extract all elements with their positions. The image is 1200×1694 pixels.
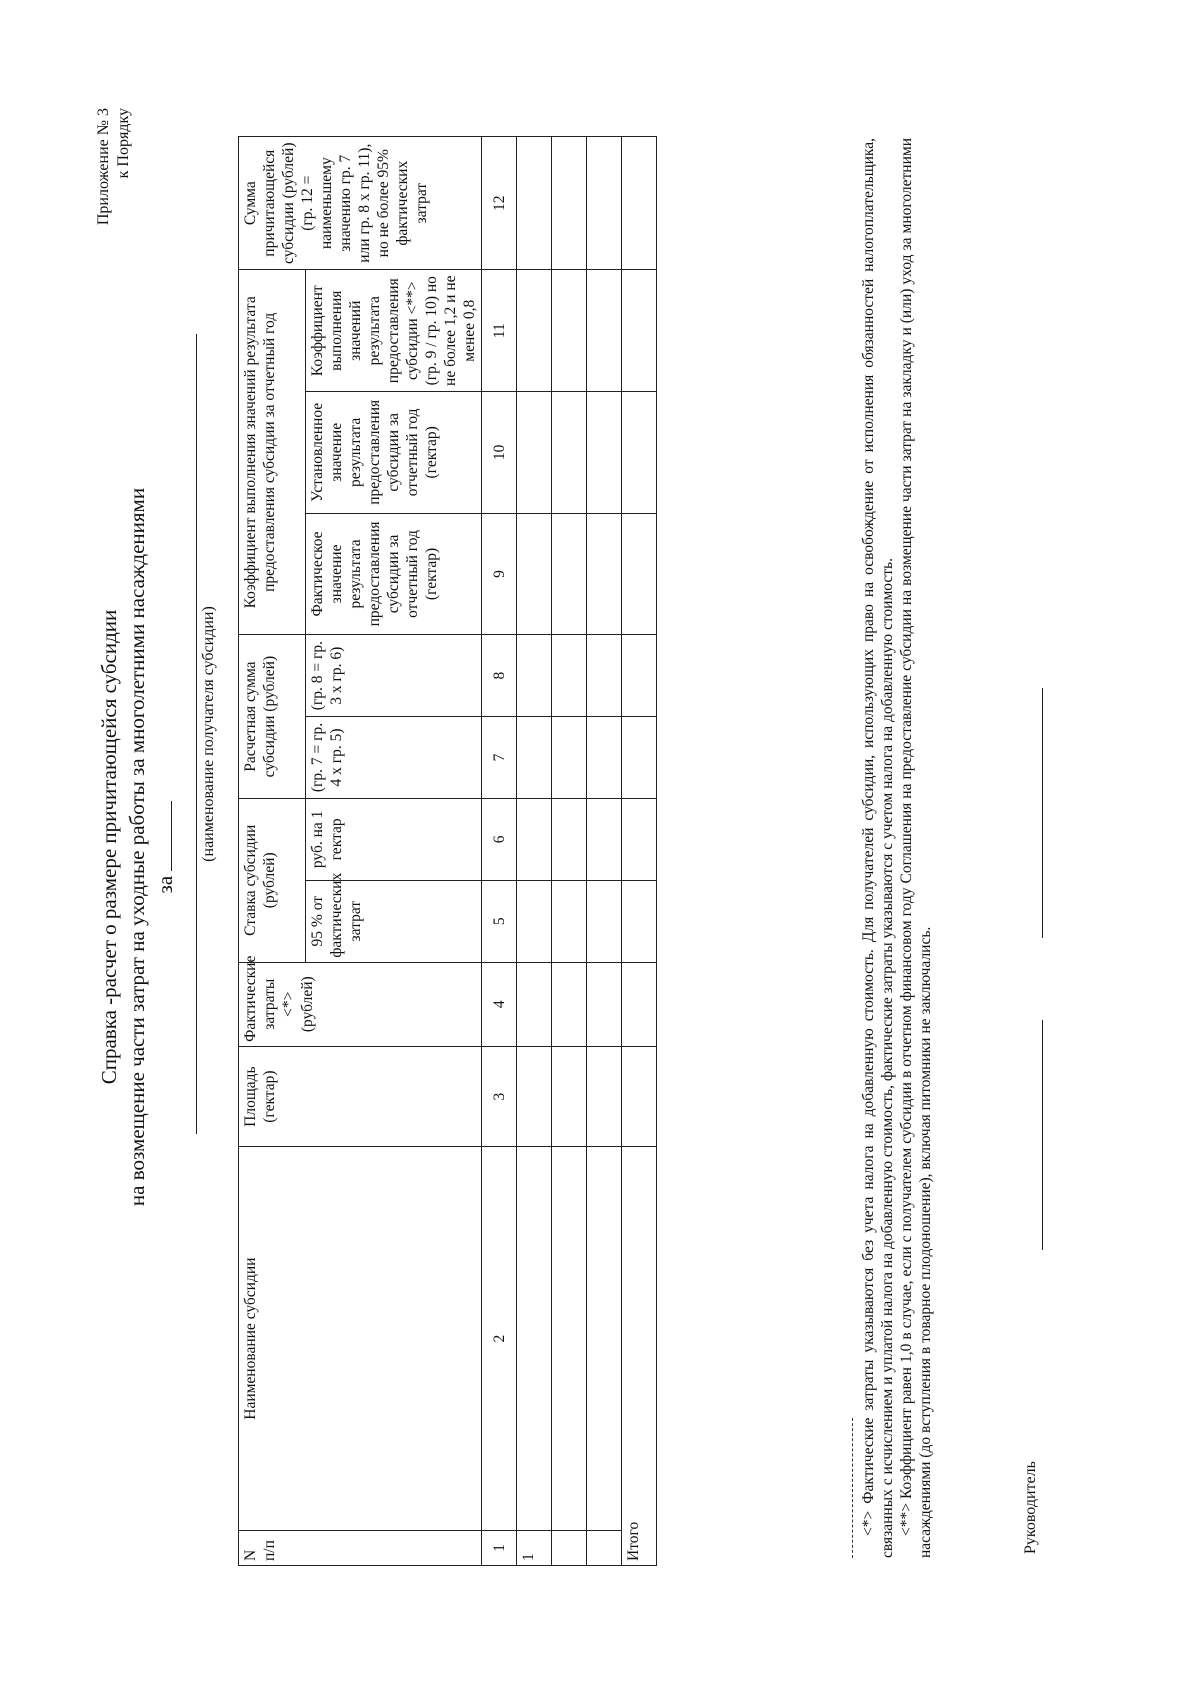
header-actual-costs: Фактические затраты <*> (рублей) [239, 962, 482, 1046]
header-n: N п/п [239, 1530, 482, 1565]
table-cell [587, 798, 622, 880]
period-line [152, 0, 178, 1694]
col-num: 3 [482, 1046, 517, 1147]
table-cell [587, 635, 622, 717]
col-num: 12 [482, 137, 517, 270]
row-number: 1 [517, 1530, 552, 1565]
recipient-name-line [196, 334, 197, 1134]
row-number [552, 1530, 587, 1565]
table-cell [587, 137, 622, 270]
row-name [587, 1147, 622, 1531]
table-row [552, 137, 587, 1566]
header-area: Площадь (гектар) [239, 1046, 482, 1147]
table-cell [552, 798, 587, 880]
header-set-value: Установленное значение результата предоставления субсидии за отчетный год (гектар) [306, 392, 482, 514]
table-cell [552, 880, 587, 962]
table-cell [517, 880, 552, 962]
row-number [587, 1530, 622, 1565]
table-cell [587, 717, 622, 799]
col-num: 2 [482, 1147, 517, 1531]
table-cell [587, 513, 622, 635]
header-coef: Коэффициент выполнения значений результата предоставления субсидии <**> (гр. 9 / гр. 10) но не более 1,2 и не менее 0,8 [306, 270, 482, 392]
header-row-1 [239, 137, 306, 1566]
table-cell [622, 513, 657, 635]
col-num: 6 [482, 798, 517, 880]
footnote-separator [852, 1418, 853, 1558]
recipient-hint: (наименование получателя субсидии) [200, 606, 217, 862]
table-cell [622, 717, 657, 799]
header-calc-7: (гр. 7 = гр. 4 х гр. 5) [306, 717, 482, 799]
header-rate-group: Ставка субсидии (рублей) [239, 798, 306, 962]
table-cell [622, 1046, 657, 1147]
table-cell [517, 962, 552, 1046]
table-cell [552, 392, 587, 514]
subsidy-calculation-table [238, 136, 657, 1566]
table-cell [622, 270, 657, 392]
table-cell [517, 635, 552, 717]
header-rate-per-ha: руб. на 1 гектар [306, 798, 482, 880]
header-fact-value: Фактическое значение результата предоставления субсидии за отчетный год (гектар) [306, 513, 482, 635]
table-cell [517, 798, 552, 880]
total-row [622, 137, 657, 1566]
table-cell [622, 392, 657, 514]
table-cell [622, 962, 657, 1046]
col-num: 7 [482, 717, 517, 799]
header-sum: Сумма причитающейся субсидии (рублей) (гр. 12 = наименьшему значению гр. 7 или гр. 8 х гр. 11), но не более 95% фактических затрат [239, 137, 482, 270]
col-num: 8 [482, 635, 517, 717]
table-row [587, 137, 622, 1566]
row-name [517, 1147, 552, 1531]
signature-line [1042, 1020, 1043, 1250]
period-prefix: за [153, 875, 177, 894]
table-cell [517, 137, 552, 270]
column-numbers-row [482, 137, 517, 1566]
table-cell [517, 392, 552, 514]
row-name [552, 1147, 587, 1531]
table-cell [517, 513, 552, 635]
table-row [517, 137, 552, 1566]
table-cell [517, 1046, 552, 1147]
table-cell [517, 717, 552, 799]
col-num: 11 [482, 270, 517, 392]
header-coef-group: Коэффициент выполнения значений результата предоставления субсидии за отчетный год [239, 270, 306, 635]
table-cell [587, 1046, 622, 1147]
col-num: 4 [482, 962, 517, 1046]
col-num: 9 [482, 513, 517, 635]
table-cell [587, 270, 622, 392]
table-cell [552, 1046, 587, 1147]
header-calc-group: Расчетная сумма субсидии (рублей) [239, 635, 306, 799]
table-cell [552, 717, 587, 799]
table-cell [587, 880, 622, 962]
table-cell [552, 137, 587, 270]
table-cell [622, 635, 657, 717]
header-name: Наименование субсидии [239, 1147, 482, 1531]
col-num: 1 [482, 1530, 517, 1565]
table-cell [622, 880, 657, 962]
col-num: 5 [482, 880, 517, 962]
period-blank [153, 801, 172, 871]
document-subtitle: на возмещение части затрат на уходные работы за многолетними насаждениями [125, 487, 149, 1207]
appendix-line-2: к Порядку [115, 108, 132, 179]
table-cell [517, 270, 552, 392]
table-cell [552, 513, 587, 635]
table-cell [622, 137, 657, 270]
footnote-1: <*> Фактические затраты указываются без учета налога на добавленную стоимость. Для получателей субсидии, использующих право на освобождение от исполнения обязанностей налогоплательщика, связанных с исчислением и уплатой налога на добавленную стоимость, фактические затраты указываются с учетом налога на добавленную стоимость. [860, 138, 896, 1558]
total-label: Итого [622, 1147, 657, 1566]
header-calc-8: (гр. 8 = гр. 3 х гр. 6) [306, 635, 482, 717]
table-cell [587, 392, 622, 514]
appendix-line-1: Приложение № 3 [95, 108, 112, 226]
header-rate-95: 95 % от фактических затрат [306, 880, 482, 962]
footnotes [852, 138, 935, 1558]
signature-name-line [1042, 688, 1043, 938]
col-num: 10 [482, 392, 517, 514]
table-cell [552, 270, 587, 392]
footnote-2: <**> Коэффициент равен 1,0 в случае, если с получателем субсидии в отчетном финансовом году Соглашения на предоставление субсидии на возмещение части затрат на закладку и (или) уход за многолетними насаждениями (до вступления в товарное плодоношение), включая питомники не заключались. [898, 138, 934, 1558]
document-title: Справка -расчет о размере причитающейся субсидии [97, 609, 121, 1085]
signature-label: Руководитель [1022, 1461, 1039, 1554]
table-cell [552, 962, 587, 1046]
table-cell [622, 798, 657, 880]
table-cell [552, 635, 587, 717]
table-cell [587, 962, 622, 1046]
